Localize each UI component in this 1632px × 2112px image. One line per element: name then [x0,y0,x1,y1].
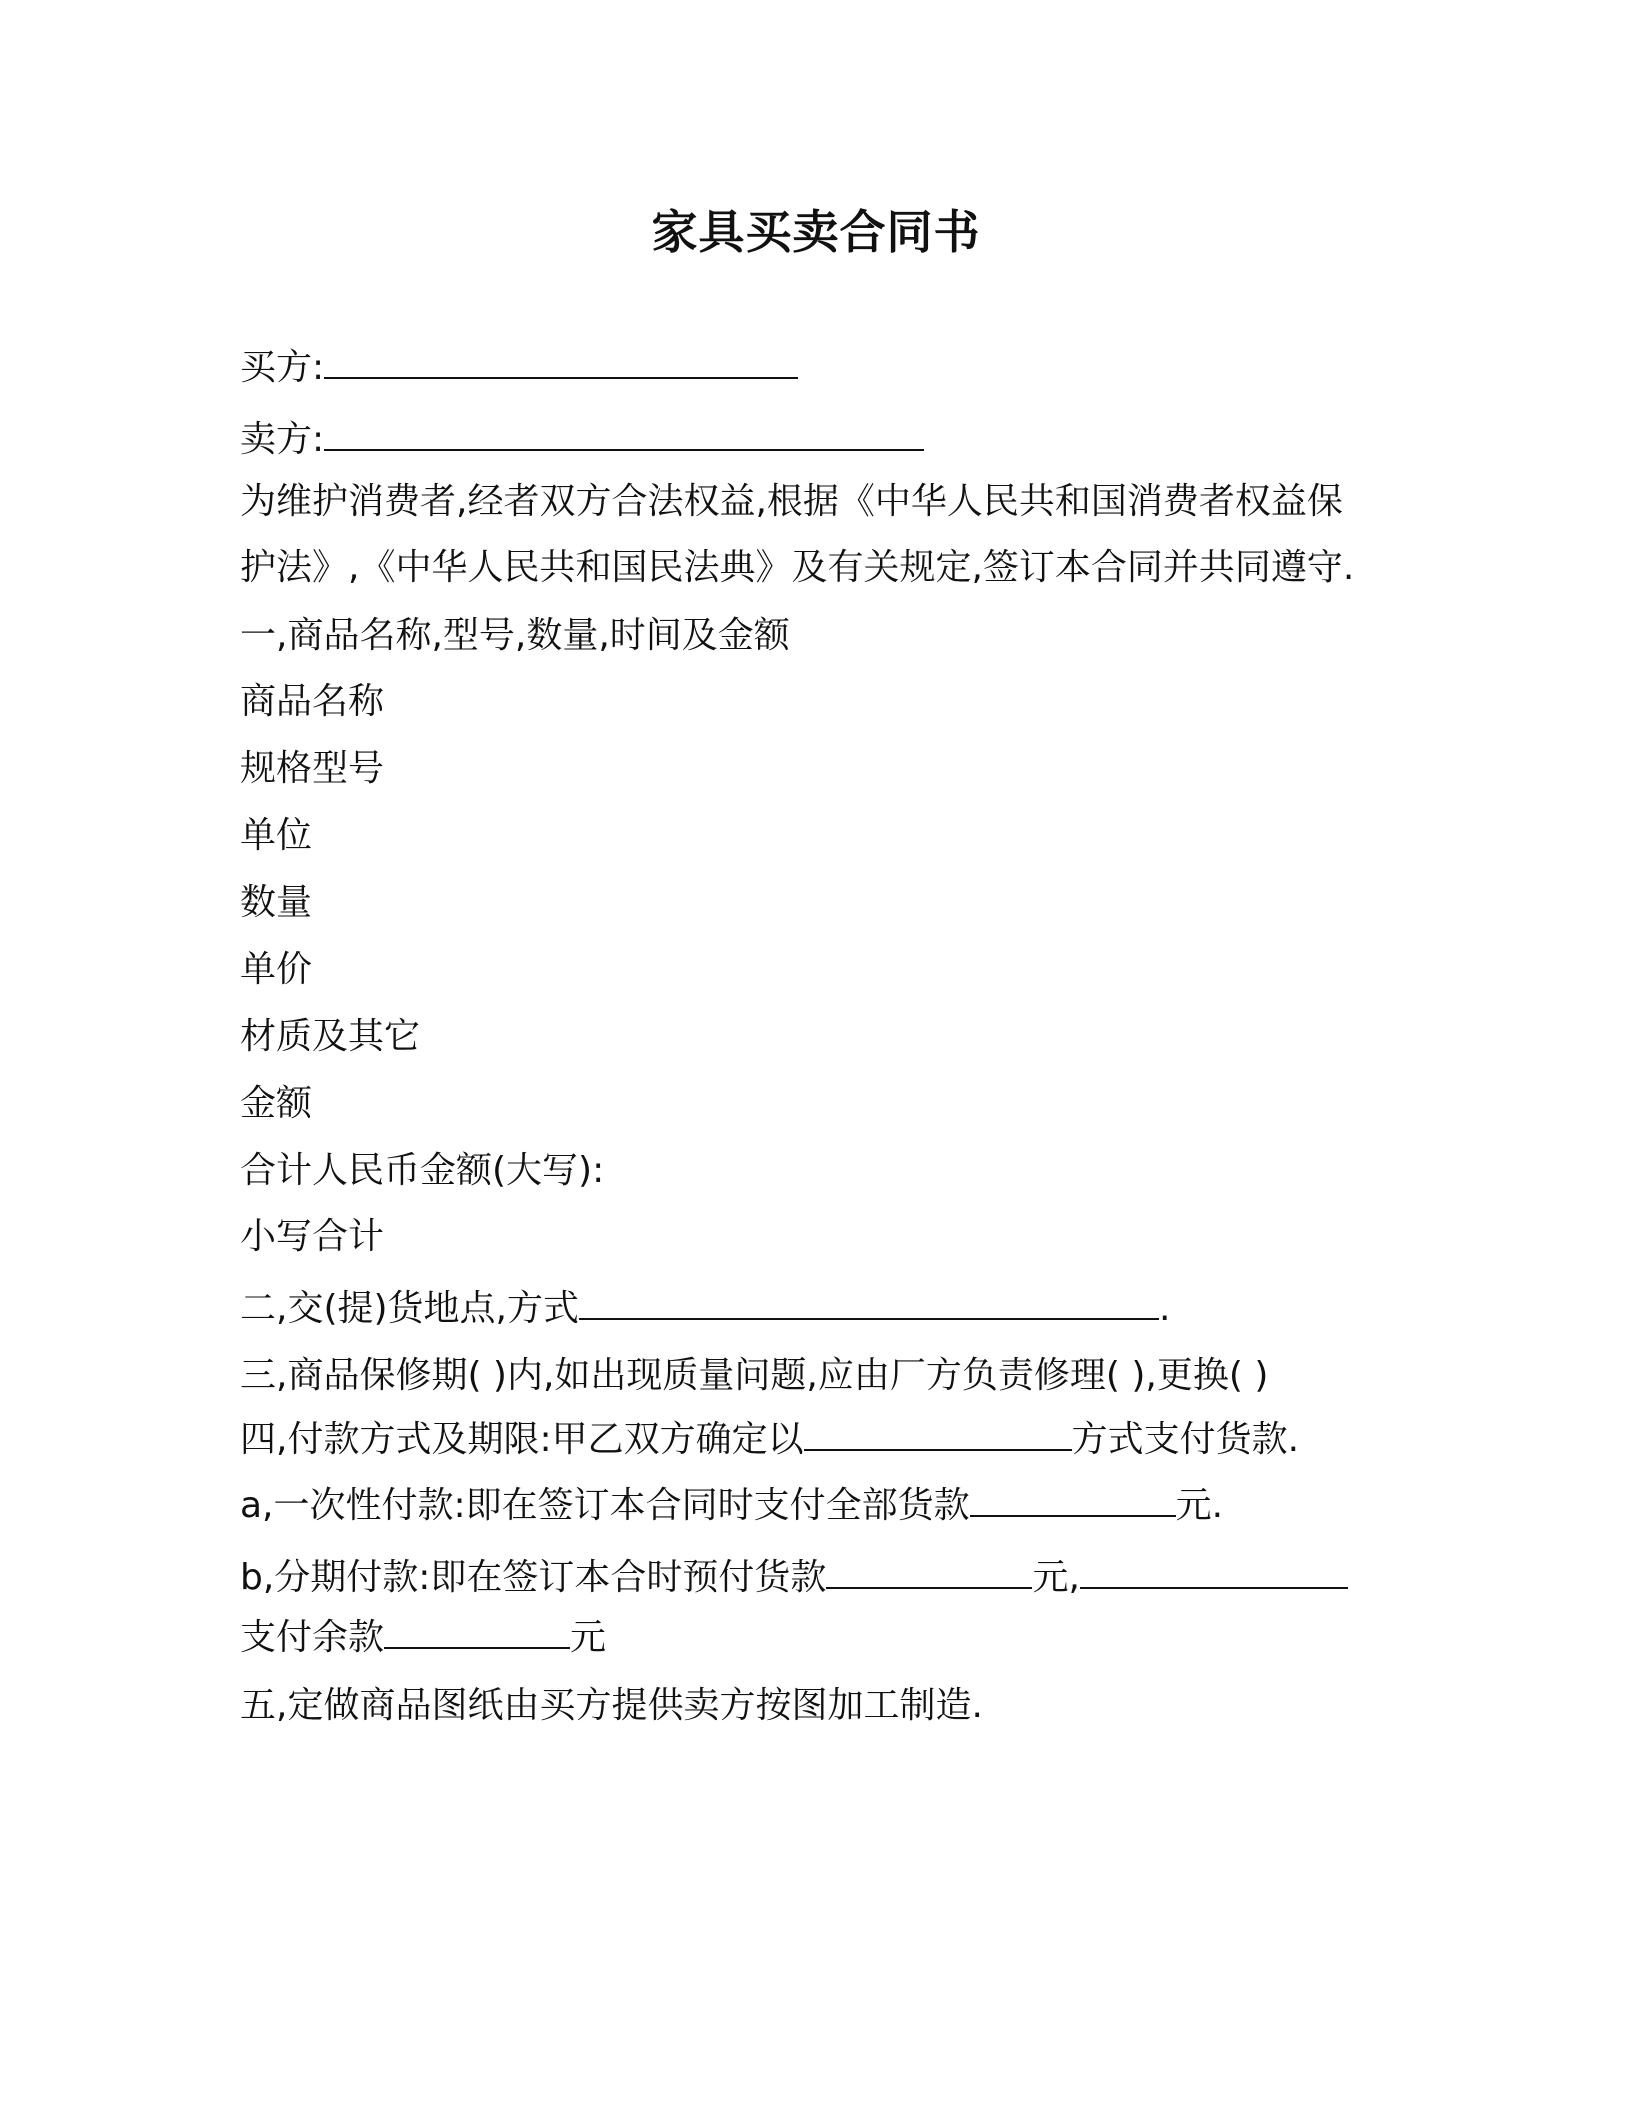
section4-end: 方式支付货款. [1071,1419,1300,1460]
delivery-blank[interactable] [579,1288,1159,1320]
section4-line [240,1418,1299,1462]
buyer-line [240,346,798,390]
seller-line [240,418,924,462]
option-b-label: b,分期付款:即在签订本合时预付货款 [240,1557,827,1598]
buyer-blank[interactable] [324,347,798,379]
item-total-uppercase: 合计人民币金额(大写): [240,1150,605,1191]
section3-line: 三,商品保修期( )内,如出现质量问题,应由厂方负责修理( ),更换( ) [240,1355,1269,1396]
item-unit-price: 单价 [240,949,313,990]
option-a-end: 元. [1175,1485,1224,1526]
full-payment-blank[interactable] [970,1485,1176,1517]
section5-line: 五,定做商品图纸由买方提供卖方按图加工制造. [240,1685,983,1726]
option-b-line [240,1556,1348,1600]
section1-heading: 一,商品名称,型号,数量,时间及金额 [240,615,790,656]
preamble-line-2: 护法》,《中华人民共和国民法典》及有关规定,签订本合同并共同遵守. [240,547,1355,588]
option-a-line [240,1484,1223,1528]
section2-end: . [1158,1288,1171,1329]
item-material: 材质及其它 [240,1016,421,1057]
preamble-line-1: 为维护消费者,经者双方合法权益,根据《中华人民共和国消费者权益保 [240,481,1343,522]
option-a-label: a,一次性付款:即在签订本合同时支付全部货款 [240,1485,970,1526]
item-product-name: 商品名称 [240,681,385,722]
item-spec-model: 规格型号 [240,748,385,789]
prepayment-blank[interactable] [826,1557,1032,1589]
option-b-line2-end: 元 [570,1617,607,1658]
option-b-line-2 [240,1616,606,1660]
section2-label: 二,交(提)货地点,方式 [240,1288,579,1329]
option-b-mid: 元, [1032,1557,1080,1598]
balance-date-blank[interactable] [1080,1557,1348,1589]
section2-line [240,1287,1170,1331]
item-amount: 金额 [240,1083,313,1124]
document-title: 家具买卖合同书 [651,205,981,259]
payment-method-blank[interactable] [804,1419,1072,1451]
balance-amount-blank[interactable] [384,1617,570,1649]
item-quantity: 数量 [240,882,313,923]
seller-label: 卖方: [240,419,325,460]
buyer-label: 买方: [240,347,325,388]
seller-blank[interactable] [324,419,924,451]
section4-label: 四,付款方式及期限:甲乙双方确定以 [240,1419,804,1460]
item-total-lowercase: 小写合计 [240,1216,385,1257]
item-unit: 单位 [240,815,313,856]
option-b-line2-label: 支付余款 [240,1617,385,1658]
